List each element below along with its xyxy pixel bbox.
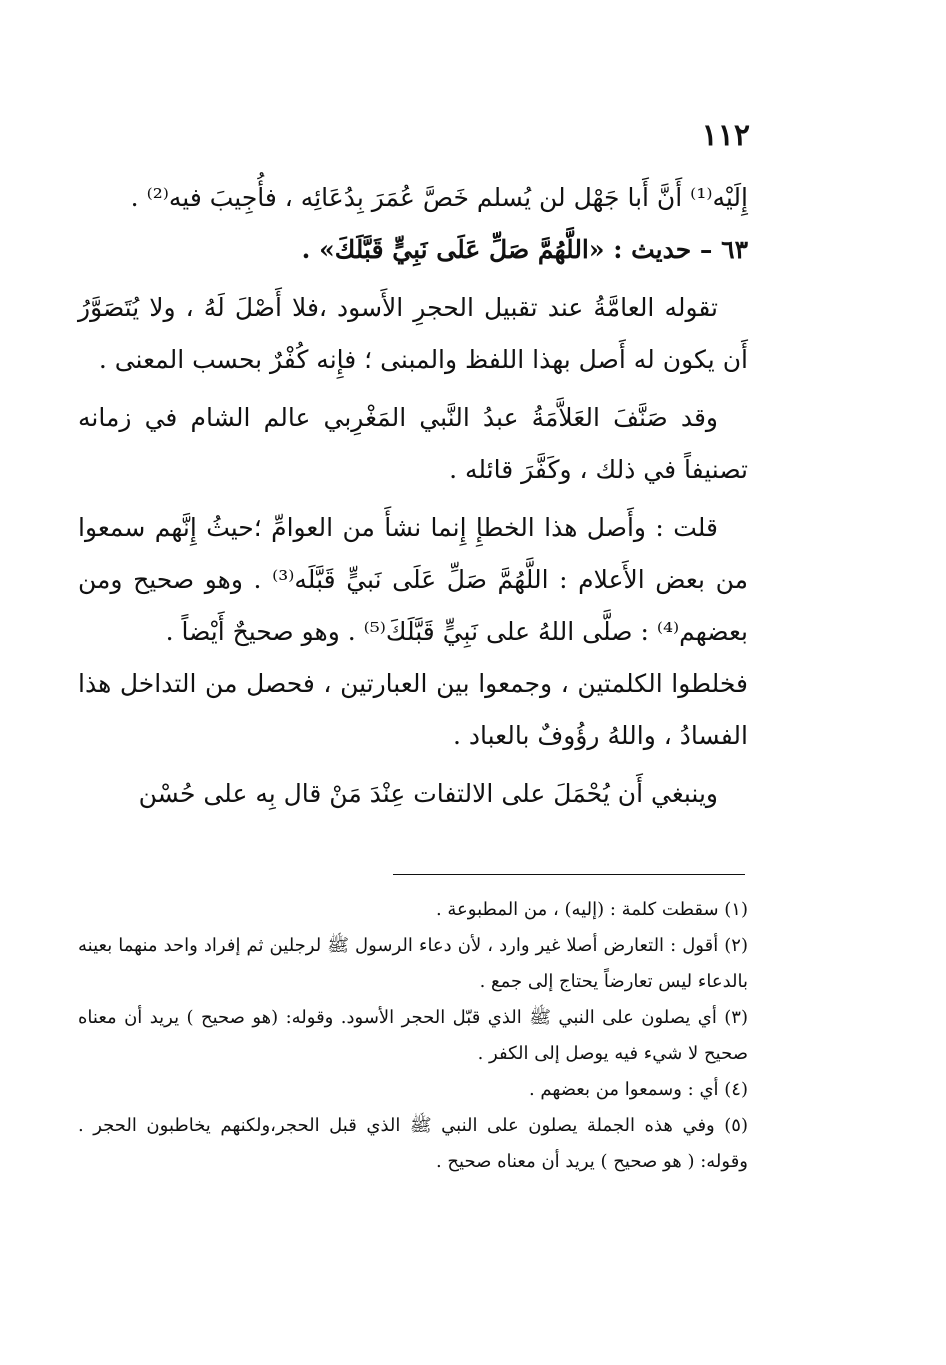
paragraph-interpretation: وينبغي أَن يُحْمَلَ على الالتفات عِنْدَ مَنْ قال بِه على حُسْن — [138, 779, 718, 808]
hadith-heading: ٦٣ – حديث : «اللَّهُمَّ صَلِّ عَلَى نَبِيٍّ قَبَّلَكَ» . — [301, 235, 748, 264]
paragraph-mixing: فخلطوا الكلمتين ، وجمعوا بين العبارتين ، فحصل من التداخل هذا الفسادُ ، واللهُ رؤُوفٌ بالعباد . — [78, 669, 748, 750]
footnotes — [78, 892, 748, 1180]
main-text — [78, 172, 748, 820]
footnote-1: (١) سقطت كلمة : (إليه) ، من المطبوعة . — [435, 899, 748, 920]
footnote-4: (٤) أي : وسمعوا من بعضهم . — [528, 1079, 748, 1100]
footnote-3: (٣) أي يصلون على النبي ﷺ الذي قبّل الحجر الأسود. وقوله: (هو صحيح ) يريد أن معناه صحيح لا شيء فيه يوصل إلى الكفر . — [78, 1007, 748, 1064]
page-number: ١١٢ — [701, 118, 750, 153]
paragraph-commentary: تقوله العامَّةُ عند تقبيل الحجرِ الأَسود ،فلا أَصْلَ لَهُ ، ولا يُتَصَوَّرُ أَن يكون له أَصل بهذا اللفظ والمبنى ؛ فإِنه كُفْرٌ بحسب المعنى . — [78, 293, 748, 374]
footnote-5: (٥) وفي هذه الجملة يصلون على النبي ﷺ الذي قبل الحجر،ولكنهم يخاطبون الحجر . وقوله: ( هو صحيح ) يريد أن معناه صحيح . — [78, 1115, 748, 1172]
paragraph-continuation: إِلَيْه⁽¹⁾ أَنَّ أَبا جَهْل لن يُسلم خَصَّ عُمَرَ بِدُعَائِه ، فأُجِيبَ فيه⁽²⁾ . — [130, 183, 748, 212]
footnote-separator — [393, 874, 745, 875]
paragraph-author-work: وقد صَنَّفَ العَلاَّمَةُ عبدُ النَّبي المَغْرِبي عالم الشام في زمانه تصنيفاً في ذلك ، وكَفَّرَ قائله . — [78, 403, 748, 484]
paragraph-origin-of-error: قلت : وأَصل هذا الخطإِ إِنما نشأَ من العوامِّ ؛حيثُ إِنَّهم سمعوا من بعض الأَعلام : اللَّهُمَّ صَلِّ عَلَى نَبيٍّ قَبَّلَه⁽³⁾ . وهو صحيح ومن بعضهم⁽⁴⁾ : صلَّى اللهُ على نَبِيٍّ قَبَّلَكَ⁽⁵⁾ . وهو صحيحٌ أَيْضاً . — [78, 513, 748, 646]
footnote-2: (٢) أقول : التعارض أصلا غير وارد ، لأن دعاء الرسول ﷺ لرجلين ثم إفراد واحد منهما بعينه بالدعاء ليس تعارضاً يحتاج إلى جمع . — [78, 935, 748, 992]
